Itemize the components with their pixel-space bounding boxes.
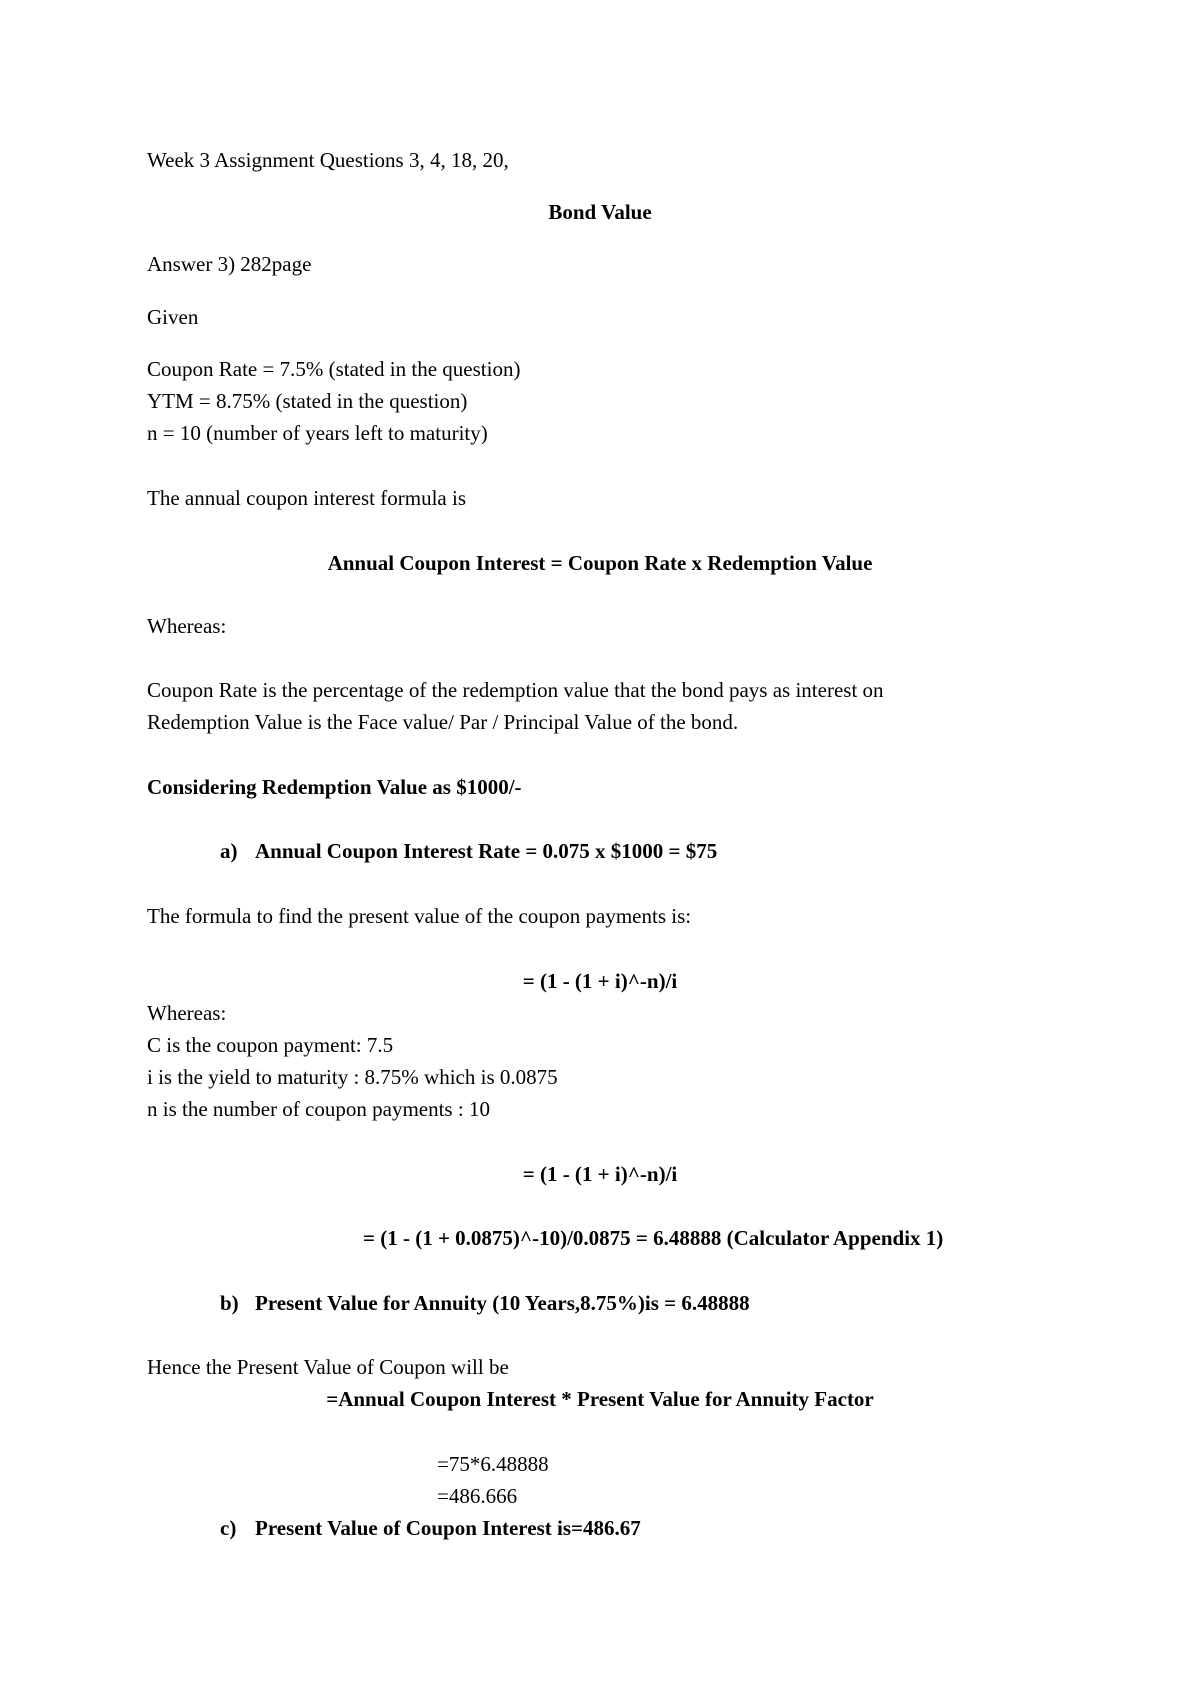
pv-formula-repeat: = (1 - (1 + i)^-n)/i [522, 1162, 678, 1186]
whereas-1: Whereas: [147, 614, 227, 638]
step-c-label: c) [220, 1516, 237, 1540]
pv-calculation: = (1 - (1 + 0.0875)^-10)/0.0875 = 6.48888 (Calculator Appendix 1) [363, 1226, 944, 1250]
step-a-text: Annual Coupon Interest Rate = 0.075 x $1000 = $75 [255, 839, 718, 863]
variable-i: i is the yield to maturity : 8.75% which is 0.0875 [147, 1065, 558, 1089]
step-a-label: a) [220, 839, 238, 863]
step-a [220, 835, 717, 867]
whereas-2: Whereas: [147, 1001, 227, 1025]
step-c [220, 1512, 641, 1544]
step-b-label: b) [220, 1291, 239, 1315]
variable-c: C is the coupon payment: 7.5 [147, 1033, 394, 1057]
assumption-line: Considering Redemption Value as $1000/- [147, 775, 522, 799]
variable-n: n is the number of coupon payments : 10 [147, 1097, 490, 1121]
given-years: n = 10 (number of years left to maturity) [147, 421, 488, 445]
definition-redemption-value: Redemption Value is the Face value/ Par / Principal Value of the bond. [147, 710, 739, 734]
pv-formula: = (1 - (1 + i)^-n)/i [522, 969, 678, 993]
header-line: Week 3 Assignment Questions 3, 4, 18, 20, [147, 148, 509, 172]
given-coupon-rate: Coupon Rate = 7.5% (stated in the question) [147, 357, 521, 381]
step-b-text: Present Value for Annuity (10 Years,8.75%)is = 6.48888 [255, 1291, 750, 1315]
formula-main: Annual Coupon Interest = Coupon Rate x Redemption Value [327, 551, 873, 575]
answer-heading: Answer 3) 282page [147, 252, 312, 276]
pv-coupon-formula: =Annual Coupon Interest * Present Value for Annuity Factor [326, 1387, 874, 1411]
step-b [220, 1287, 750, 1319]
given-ytm: YTM = 8.75% (stated in the question) [147, 389, 468, 413]
formula-intro: The annual coupon interest formula is [147, 486, 466, 510]
calc-line-1: =75*6.48888 [437, 1452, 549, 1476]
given-label: Given [147, 305, 199, 329]
definition-coupon-rate: Coupon Rate is the percentage of the redemption value that the bond pays as interest on [147, 678, 884, 702]
step-c-text: Present Value of Coupon Interest is=486.67 [255, 1516, 641, 1540]
calc-line-2: =486.666 [437, 1484, 518, 1508]
pv-intro: The formula to find the present value of the coupon payments is: [147, 904, 692, 928]
hence-line: Hence the Present Value of Coupon will be [147, 1355, 509, 1379]
document-title: Bond Value [548, 200, 652, 224]
